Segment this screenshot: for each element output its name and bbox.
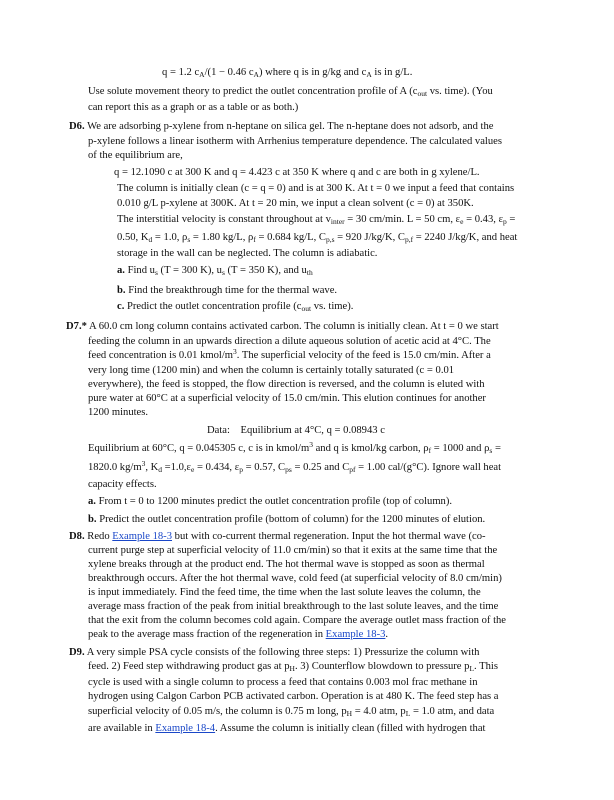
paragraph-line: of the equilibrium are, [88, 150, 183, 161]
paragraph-line: cycle is used with a single column to process a feed that contains 0.003 mol frac methane in [88, 677, 478, 688]
example-18-3-link[interactable]: Example 18-3 [325, 629, 386, 640]
example-18-3-link[interactable]: Example 18-3 [112, 531, 173, 542]
paragraph-line: capacity effects. [88, 479, 157, 490]
equation-xylene: q = 12.1090 c at 300 K and q = 4.423 c at 350 K where q and c are both in g xylene/L. [114, 167, 480, 178]
paragraph-line: peak to the average mass fraction of the regeneration in Example 18-3. [88, 629, 389, 640]
paragraph-line: storage in the wall can be neglected. The column is adiabatic. [117, 248, 378, 259]
problem-d6-line: D6. We are adsorbing p-xylene from n-heptane on silica gel. The n-heptane does not adsorb, and the [69, 121, 494, 132]
paragraph-line: very long time (1200 min) and when the column is certainly totally saturated (c = 0.01 [88, 365, 455, 376]
problem-d9-label: D9. [69, 647, 85, 658]
example-18-4-link[interactable]: Example 18-4 [155, 723, 216, 734]
paragraph-line: pure water at 60°C at a superficial velocity of 15.0 cm/min. This elution continues for another [88, 393, 486, 404]
data-line: Data: Equilibrium at 4°C, q = 0.08943 c [207, 425, 385, 436]
subquestion-a: a. Find $u_s$ (T = 300 K), $u_s$ (T = 350 K), and $u_{th}$ [117, 265, 313, 277]
paragraph-line: Equilibrium at 60°C, q = 0.045305 c, c is in kmol/$m^3$ and q is kmol/kg carbon, $\rho_f = 1000$ and $\rho_s$ = [88, 440, 501, 455]
paragraph-line: 1200 minutes. [88, 407, 149, 418]
problem-d9-line: D9. A very simple PSA cycle consists of the following three steps: 1) Pressurize the column with [69, 647, 480, 658]
problem-d7-label: D7.* [66, 321, 87, 332]
paragraph-line: The column is initially clean (c = q = 0) and is at 300 K. At t = 0 we input a feed that contains [117, 183, 515, 194]
paragraph-line: feed concentration is 0.01 kmol/$m^3$. The superficial velocity of the feed is 15.0 cm/min. After a [88, 347, 491, 361]
problem-d7-line: D7.* A 60.0 cm long column contains activated carbon. The column is initially clean. At t = 0 we start [66, 321, 499, 332]
paragraph-line: hydrogen using Calgon Carbon PCB activated carbon. Operation is at 480 K. The feed step has a [88, 691, 499, 702]
subquestion-b: b. Find the breakthrough time for the thermal wave. [117, 285, 338, 296]
paragraph-line: everywhere), the feed is stopped, the flow direction is reversed, and the column is eluted with [88, 379, 485, 390]
subquestion-c: c. Predict the outlet concentration profile ($c_{out}$ vs. time). [117, 301, 354, 313]
paragraph-line: breakthrough occurs. After the hot thermal wave, cold feed (at superficial velocity of 8.0 cm/min) [88, 573, 502, 584]
paragraph-line: xylene breaks through at the product end. The hot thermal wave is stopped as soon as thermal [88, 559, 485, 570]
problem-d8-line: D8. Redo Example 18-3 but with co-current thermal regeneration. Input the hot thermal wave (co- [69, 531, 486, 542]
paragraph-line: can report this as a graph or as a table or as both.) [88, 102, 299, 113]
paragraph-line: feed. 2) Feed step withdrawing product gas at $p_H$. 3) Counterflow blowdown to pressure $p_L$. This [88, 661, 498, 673]
paragraph-line: that the exit from the column becomes cold again. Compare the average outlet mass fraction of the [88, 615, 507, 626]
paragraph-line: Use solute movement theory to predict the outlet concentration profile of A ($c_{out}$ vs. time). (You [88, 86, 493, 98]
paragraph-line: p-xylene follows a linear isotherm with Arrhenius temperature dependence. The calculated values [88, 136, 502, 147]
paragraph-line: are available in Example 18-4. Assume the column is initially clean (filled with hydrogen that [88, 723, 486, 734]
paragraph-line: The interstitial velocity is constant throughout at $v_{inter} = 30$ cm/min. L = 50 cm, $\varepsilon_e = 0.43$, $\varepsilon_p$ = [117, 214, 516, 226]
paragraph-line: is input immediately. Find the feed time, the time when the last solute leaves the column, the [88, 587, 481, 598]
subquestion-a: a. From t = 0 to 1200 minutes predict the outlet concentration profile (top of column). [88, 496, 453, 507]
paragraph-line: average mass fraction of the peak from initial breakthrough to the last solute leaves, and the time [88, 601, 499, 612]
paragraph-line: superficial velocity of 0.05 m/s, the column is 0.75 m long, $p_H = 4.0$ atm, $p_L = 1.0$ atm, and data [88, 706, 495, 718]
paragraph-line: 1820.0 $kg/m^3$, $K_d =1.0,\varepsilon_e = 0.434$, $\varepsilon_p = 0.57$, $C_{ps} = 0.25$ and $C_{pf} = 1.00$ cal/(g°C). Ignore wall heat [88, 459, 502, 474]
paragraph-line: 0.50, $K_d = 1.0$, $\rho_s = 1.80$ kg/L, $\rho_f = 0.684$ kg/L, $C_{p,s} = 920$ J/kg/K, $C_{p,f} = 2240$ J/kg/K, and heat [117, 232, 518, 244]
problem-d6-label: D6. [69, 121, 85, 132]
equation-isotherm-a: q = 1.2 $c_A/(1 - 0.46$ $c_A$) where q is in g/kg and $c_A$ is in g/L. [162, 67, 413, 79]
subquestion-b: b. Predict the outlet concentration profile (bottom of column) for the 1200 minutes of elution. [88, 514, 486, 525]
paragraph-line: 0.010 g/L p-xylene at 300K. At t = 20 min, we input a clean solvent (c = 0) at 350K. [117, 198, 474, 209]
problem-d8-label: D8. [69, 531, 85, 542]
paragraph-line: feeding the column in an upwards direction a dilute aqueous solution of acetic acid at 4°C. The [88, 336, 491, 347]
paragraph-line: current purge step at superficial velocity of 11.0 cm/min) so that it exits at the same time that the [88, 545, 498, 556]
